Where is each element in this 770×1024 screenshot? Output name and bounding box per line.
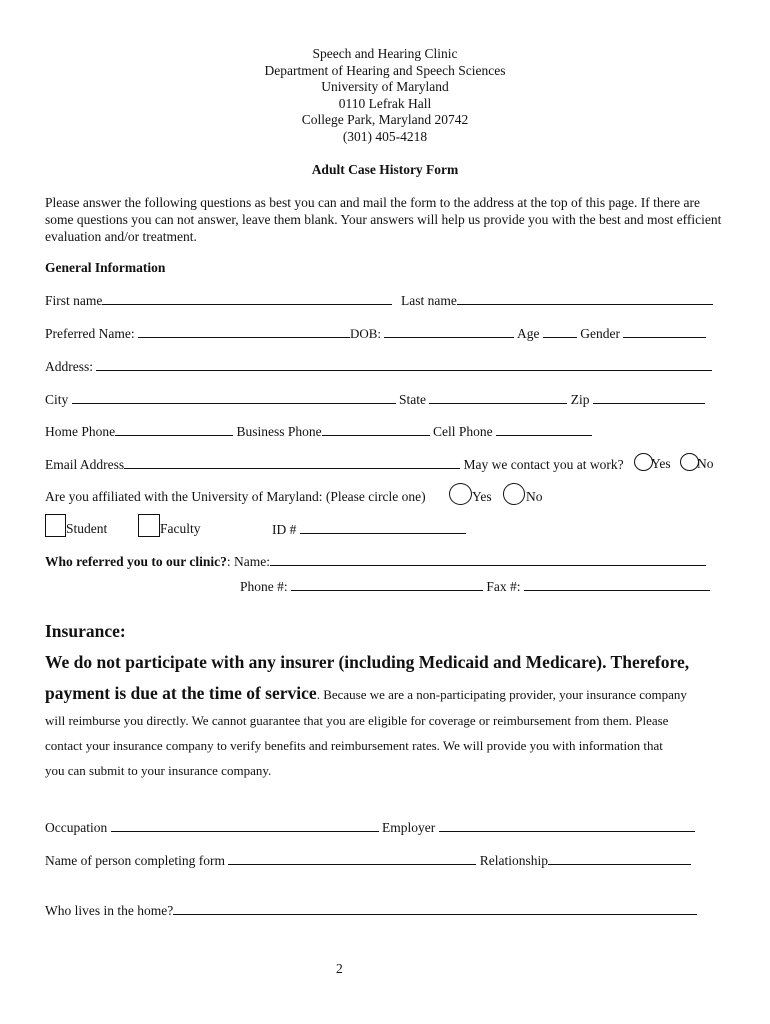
referral-phone-label: Phone #: bbox=[240, 579, 288, 594]
state-field[interactable] bbox=[429, 391, 567, 404]
affiliated-question: Are you affiliated with the University of Maryland: (Please circle one) bbox=[45, 489, 426, 504]
referral-fax-field[interactable] bbox=[524, 578, 710, 591]
email-label: Email Address bbox=[45, 457, 125, 472]
insurance-heading: Insurance: bbox=[45, 621, 126, 641]
last-name-label: Last name bbox=[401, 293, 457, 308]
gender-field[interactable] bbox=[623, 325, 706, 338]
relationship-field[interactable] bbox=[548, 852, 691, 865]
person-completing-field[interactable] bbox=[228, 852, 476, 865]
affiliated-yes-radio[interactable] bbox=[449, 483, 472, 505]
first-name-row bbox=[45, 292, 392, 309]
who-lives-label: Who lives in the home? bbox=[45, 903, 174, 918]
employer-field[interactable] bbox=[439, 819, 695, 832]
faculty-label: Faculty bbox=[160, 521, 201, 536]
business-phone-label: Business Phone bbox=[236, 424, 322, 439]
relationship-label: Relationship bbox=[479, 853, 548, 868]
insurance-notice-line3: will reimburse you directly. We cannot guarantee that you are eligible for coverage or reimbursement from them. Please bbox=[45, 713, 669, 728]
age-field[interactable] bbox=[543, 325, 577, 338]
first-name-label: First name bbox=[45, 293, 103, 308]
page-number: 2 bbox=[336, 961, 343, 976]
form-title: Adult Case History Form bbox=[311, 162, 459, 177]
student-checkbox[interactable] bbox=[45, 514, 66, 537]
referral-row bbox=[45, 553, 706, 570]
cell-phone-field[interactable] bbox=[496, 423, 592, 436]
dob-label: DOB: bbox=[349, 326, 382, 341]
referral-phone-field[interactable] bbox=[291, 578, 483, 591]
payment-due-rest: . Because we are a non-participating provider, your insurance company bbox=[316, 687, 687, 702]
address-label: Address: bbox=[45, 359, 93, 374]
dob-field[interactable] bbox=[384, 325, 514, 338]
clinic-name: Speech and Hearing Clinic bbox=[312, 46, 458, 61]
age-label: Age bbox=[517, 326, 540, 341]
email-row bbox=[45, 456, 624, 473]
affiliated-yes-label: Yes bbox=[472, 489, 492, 504]
business-phone-field[interactable] bbox=[322, 423, 430, 436]
insurance-notice-line5: you can submit to your insurance company. bbox=[45, 763, 272, 778]
zip-label: Zip bbox=[570, 392, 590, 407]
work-contact-yes-label: Yes bbox=[651, 456, 671, 471]
first-name-field[interactable] bbox=[102, 292, 392, 305]
email-field[interactable] bbox=[124, 456, 460, 469]
referral-name-label: : Name: bbox=[226, 554, 270, 569]
general-information-heading: General Information bbox=[45, 260, 166, 275]
state-label: State bbox=[399, 392, 427, 407]
person-completing-row bbox=[45, 852, 691, 869]
who-lives-row bbox=[45, 902, 697, 919]
person-completing-label: Name of person completing form bbox=[45, 853, 225, 868]
clinic-phone: (301) 405-4218 bbox=[342, 128, 428, 144]
employer-label: Employer bbox=[381, 820, 436, 835]
intro-paragraph: Please answer the following questions as best you can and mail the form to the address at the top of this page. If there are some questions you can not answer, leave them blank. Your answers will help us provide you with the best and most efficient evaluation and/or treatment. bbox=[45, 195, 722, 244]
occupation-field[interactable] bbox=[111, 819, 379, 832]
insurance-notice-line4: contact your insurance company to verify benefits and reimbursement rates. We will provide you with information that bbox=[45, 738, 663, 753]
cell-phone-label: Cell Phone bbox=[433, 424, 493, 439]
who-lives-field[interactable] bbox=[173, 902, 697, 915]
address-field[interactable] bbox=[96, 358, 712, 371]
city-field[interactable] bbox=[72, 391, 396, 404]
last-name-field[interactable] bbox=[457, 292, 713, 305]
last-name-row bbox=[401, 292, 713, 309]
home-phone-field[interactable] bbox=[115, 423, 233, 436]
payment-due-text: payment is due at the time of service bbox=[45, 683, 317, 703]
address-row bbox=[45, 358, 712, 375]
home-phone-label: Home Phone bbox=[45, 424, 116, 439]
department-name: Department of Hearing and Speech Sciences bbox=[264, 62, 506, 78]
city-address: College Park, Maryland 20742 bbox=[301, 112, 469, 127]
faculty-checkbox[interactable] bbox=[138, 514, 160, 537]
referral-name-field[interactable] bbox=[270, 553, 706, 566]
affiliated-no-radio[interactable] bbox=[503, 483, 525, 505]
preferred-name-label: Preferred Name: bbox=[45, 326, 135, 341]
city-row bbox=[45, 391, 705, 408]
referral-fax-label: Fax #: bbox=[486, 579, 521, 594]
affiliated-no-label: No bbox=[526, 489, 543, 504]
building-address: 0110 Lefrak Hall bbox=[338, 95, 432, 111]
id-row bbox=[272, 521, 466, 538]
zip-field[interactable] bbox=[593, 391, 705, 404]
preferred-name-field[interactable] bbox=[138, 325, 350, 338]
preferred-name-row bbox=[45, 325, 706, 342]
university-name: University of Maryland bbox=[321, 79, 449, 94]
contact-at-work-label: May we contact you at work? bbox=[463, 457, 624, 472]
referred-by-label: Who referred you to our clinic? bbox=[45, 554, 227, 569]
id-field[interactable] bbox=[300, 521, 466, 534]
occupation-label: Occupation bbox=[45, 820, 108, 835]
city-label: City bbox=[45, 392, 69, 407]
gender-label: Gender bbox=[580, 326, 621, 341]
insurance-notice-line2 bbox=[45, 683, 687, 705]
phone-row bbox=[45, 423, 592, 440]
referral-contact-row bbox=[240, 578, 710, 595]
insurance-notice-line1: We do not participate with any insurer (including Medicaid and Medicare). Therefore, bbox=[45, 652, 690, 672]
id-label: ID # bbox=[272, 522, 297, 537]
student-label: Student bbox=[66, 521, 108, 536]
work-contact-no-label: No bbox=[697, 456, 714, 471]
occupation-row bbox=[45, 819, 695, 836]
